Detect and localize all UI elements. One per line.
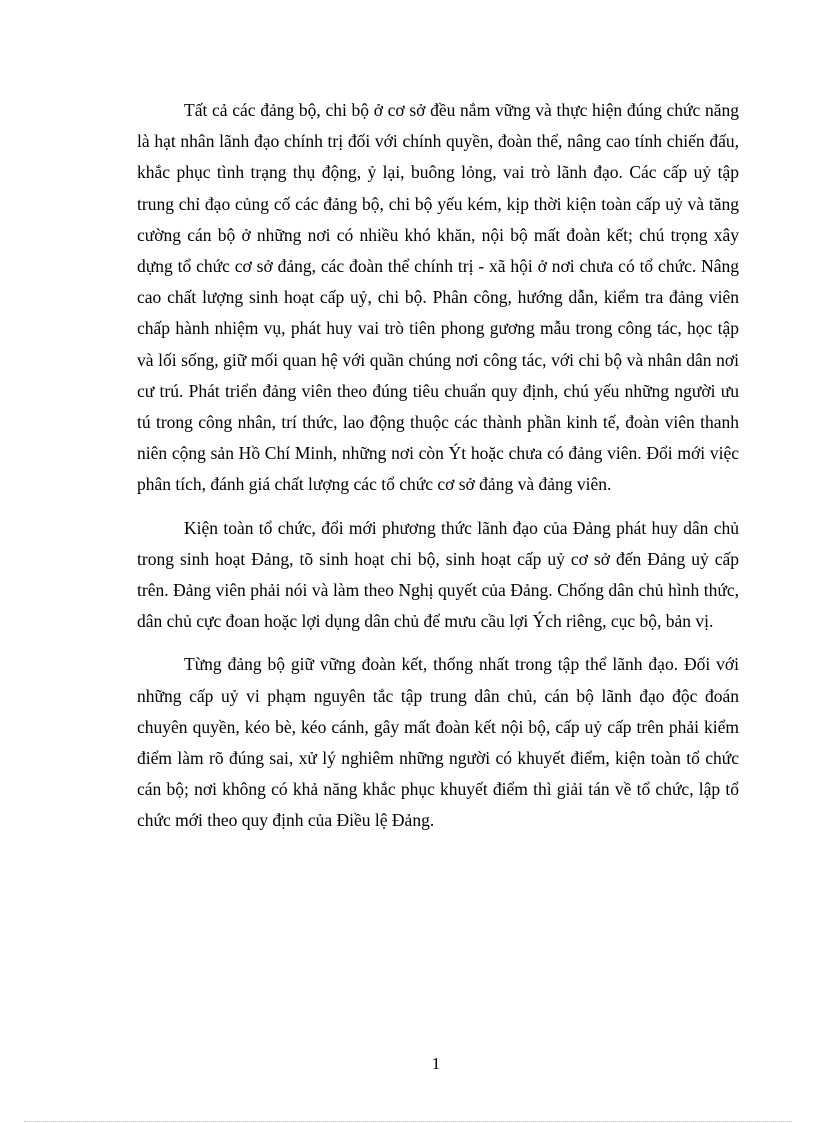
paragraph-2: Kiện toàn tổ chức, đổi mới phương thức lãnh đạo của Đảng phát huy dân chủ trong sinh hoạt Đảng, tõ sinh hoạt chi bộ, sinh hoạt cấp uỷ cơ sở đến Đảng uỷ cấp trên. Đảng viên phải nói và làm theo Nghị quyết của Đảng. Chống dân chủ hình thức, dân chủ cực đoan hoặc lợi dụng dân chủ để mưu cầu lợi Ých riêng, cục bộ, bản vị. — [137, 517, 739, 632]
page-number: 1 — [431, 1054, 441, 1073]
page-break-rule — [24, 1121, 792, 1122]
body-text — [137, 95, 739, 837]
paragraph-1: Tất cả các đảng bộ, chi bộ ở cơ sở đều nắm vững và thực hiện đúng chức năng là hạt nhân lãnh đạo chính trị đối với chính quyền, đoàn thể, nâng cao tính chiến đấu, khắc phục tình trạng thụ động, ỷ lại, buông lỏng, vai trò lãnh đạo. Các cấp uỷ tập trung chỉ đạo củng cố các đảng bộ, chi bộ yếu kém, kịp thời kiện toàn cấp uỷ và tăng cường cán bộ ở những nơi có nhiều khó khăn, nội bộ mất đoàn kết; chú trọng xây dựng tổ chức cơ sở đảng, các đoàn thể chính trị - xã hội ở nơi chưa có tổ chức. Nâng cao chất lượng sinh hoạt cấp uỷ, chi bộ. Phân công, hướng dẫn, kiểm tra đảng viên chấp hành nhiệm vụ, phát huy vai trò tiên phong gương mẫu trong công tác, học tập và lối sống, giữ mối quan hệ với quần chúng nơi công tác, với chi bộ và nhân dân nơi cư trú. Phát triển đảng viên theo đúng tiêu chuẩn quy định, chú yếu những người ưu tú trong công nhân, trí thức, lao động thuộc các thành phần kinh tế, đoàn viên thanh niên cộng sản Hồ Chí Minh, những nơi còn Ýt hoặc chưa có đảng viên. Đổi mới việc phân tích, đánh giá chất lượng các tổ chức cơ sở đảng và đảng viên. — [137, 100, 739, 495]
paragraph-3: Từng đảng bộ giữ vững đoàn kết, thống nhất trong tập thể lãnh đạo. Đối với những cấp uỷ vi phạm nguyên tắc tập trung dân chủ, cán bộ lãnh đạo độc đoán chuyên quyền, kéo bè, kéo cánh, gây mất đoàn kết nội bộ, cấp uỷ cấp trên phải kiểm điểm làm rõ đúng sai, xử lý nghiêm những người có khuyết điểm, kiện toàn tổ chức cán bộ; nơi không có khả năng khắc phục khuyết điểm thì giải tán về tổ chức, lập tổ chức mới theo quy định của Điều lệ Đảng. — [137, 654, 739, 831]
